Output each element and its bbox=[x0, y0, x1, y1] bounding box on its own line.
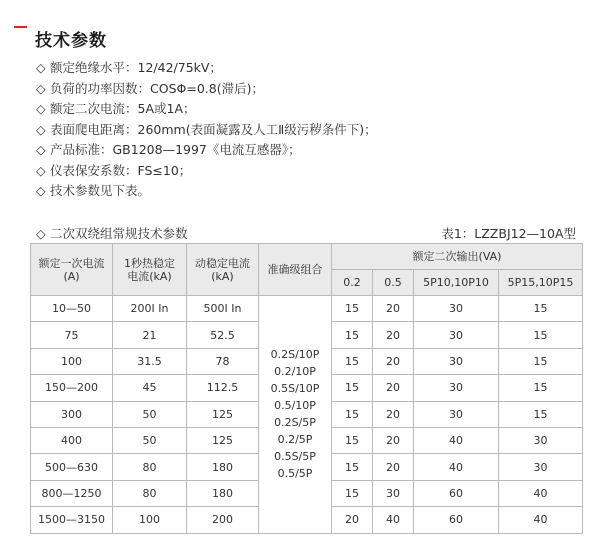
diamond-bullet-icon: ◇ bbox=[36, 121, 46, 137]
table-cell: 50 bbox=[113, 401, 187, 427]
table-cell: 60 bbox=[414, 507, 499, 533]
table-cell: 20 bbox=[373, 454, 414, 480]
diamond-bullet-icon: ◇ bbox=[36, 162, 46, 178]
spec-item: ◇ 额定二次电流：5A或1A； bbox=[36, 99, 377, 120]
table-cell: 200I In bbox=[113, 296, 187, 322]
table-cell: 15 bbox=[332, 375, 373, 401]
table-cell: 15 bbox=[332, 401, 373, 427]
table-cell: 30 bbox=[499, 427, 583, 453]
diamond-bullet-icon: ◇ bbox=[36, 101, 46, 116]
table-cell: 78 bbox=[187, 348, 259, 374]
table-cell: 60 bbox=[414, 480, 499, 506]
table-cell: 40 bbox=[414, 454, 499, 480]
table-cell: 15 bbox=[499, 401, 583, 427]
table-cell: 125 bbox=[187, 401, 259, 427]
table-cell: 75 bbox=[31, 322, 113, 348]
table-cell: 15 bbox=[499, 348, 583, 374]
table-cell: 30 bbox=[414, 296, 499, 322]
table-cell: 300 bbox=[31, 401, 113, 427]
spec-item: ◇ 额定绝缘水平：12/42/75kV； bbox=[36, 58, 377, 79]
table-cell: 30 bbox=[414, 322, 499, 348]
table-cell: 40 bbox=[499, 480, 583, 506]
table-cell: 200 bbox=[187, 507, 259, 533]
table-cell: 400 bbox=[31, 427, 113, 453]
table-cell: 20 bbox=[332, 507, 373, 533]
accuracy-combo: 0.5/10P bbox=[274, 399, 316, 413]
table-cell: 40 bbox=[373, 507, 414, 533]
table-cell: 15 bbox=[332, 348, 373, 374]
header-thermal-current: 1秒热稳定 电流(kA) bbox=[113, 244, 187, 296]
table-cell: 100 bbox=[31, 348, 113, 374]
table-cell: 45 bbox=[113, 375, 187, 401]
table-cell: 15 bbox=[332, 296, 373, 322]
table-cell: 30 bbox=[373, 480, 414, 506]
header-output-col: 5P10,10P10 bbox=[414, 270, 499, 296]
table-cell: 40 bbox=[499, 507, 583, 533]
table-cell: 15 bbox=[499, 296, 583, 322]
spec-item: ◇ 仪表保安系数：FS≤10； bbox=[36, 161, 377, 182]
spec-item: ◇ 负荷的功率因数：COSΦ=0.8(滞后)； bbox=[36, 79, 377, 100]
table-cell: 15 bbox=[332, 480, 373, 506]
table-cell: 20 bbox=[373, 322, 414, 348]
table-title: ◇ 二次双绕组常规技术参数 bbox=[36, 226, 188, 241]
header-output-col: 5P15,10P15 bbox=[499, 270, 583, 296]
accuracy-combos-cell bbox=[259, 296, 332, 534]
table-cell: 100 bbox=[113, 507, 187, 533]
header-output-col: 0.5 bbox=[373, 270, 414, 296]
header-output-col: 0.2 bbox=[332, 270, 373, 296]
table-cell: 40 bbox=[414, 427, 499, 453]
table-cell: 20 bbox=[373, 348, 414, 374]
table-cell: 80 bbox=[113, 454, 187, 480]
table-cell: 52.5 bbox=[187, 322, 259, 348]
accuracy-combo: 0.2S/5P bbox=[274, 416, 316, 430]
table-cell: 15 bbox=[499, 375, 583, 401]
diamond-bullet-icon: ◇ bbox=[36, 226, 46, 241]
accuracy-combo: 0.5/5P bbox=[277, 467, 313, 481]
accuracy-combo: 0.5S/10P bbox=[270, 382, 320, 396]
table-cell: 500—630 bbox=[31, 454, 113, 480]
title-accent-bar bbox=[14, 26, 27, 28]
header-dynamic-current: 动稳定电流 (kA) bbox=[187, 244, 259, 296]
header-accuracy-combo: 准确级组合 bbox=[259, 244, 332, 296]
table-cell: 15 bbox=[332, 427, 373, 453]
accuracy-combo: 0.2S/10P bbox=[270, 348, 320, 362]
diamond-bullet-icon: ◇ bbox=[36, 80, 46, 96]
table-cell: 30 bbox=[414, 375, 499, 401]
accuracy-combo: 0.2/10P bbox=[274, 365, 316, 379]
table-cell: 20 bbox=[373, 427, 414, 453]
table-cell: 20 bbox=[373, 296, 414, 322]
table-cell: 800—1250 bbox=[31, 480, 113, 506]
table-cell: 20 bbox=[373, 401, 414, 427]
table-cell: 150—200 bbox=[31, 375, 113, 401]
table-cell: 21 bbox=[113, 322, 187, 348]
accuracy-combo: 0.5S/5P bbox=[274, 450, 316, 464]
table-cell: 125 bbox=[187, 427, 259, 453]
table-cell: 10—50 bbox=[31, 296, 113, 322]
table-cell: 15 bbox=[499, 322, 583, 348]
table-cell: 1500—3150 bbox=[31, 507, 113, 533]
table-cell: 30 bbox=[499, 454, 583, 480]
table-cell: 112.5 bbox=[187, 375, 259, 401]
table-cell: 500I In bbox=[187, 296, 259, 322]
table-cell: 20 bbox=[373, 375, 414, 401]
table-cell: 180 bbox=[187, 454, 259, 480]
diamond-bullet-icon: ◇ bbox=[36, 60, 46, 75]
spec-list bbox=[36, 58, 377, 202]
accuracy-combo: 0.2/5P bbox=[277, 433, 313, 447]
table-cell: 30 bbox=[414, 401, 499, 427]
table-cell: 15 bbox=[332, 322, 373, 348]
table-model-label: 表1：LZZBJ12—10A型 bbox=[441, 226, 576, 241]
spec-item: ◇ 表面爬电距离：260mm(表面凝露及人工Ⅱ级污秽条件下)； bbox=[36, 120, 377, 141]
spec-item: ◇ 产品标准：GB1208—1997《电流互感器》； bbox=[36, 140, 377, 161]
table-cell: 15 bbox=[332, 454, 373, 480]
page-title: 技术参数 bbox=[35, 31, 107, 51]
table-cell: 30 bbox=[414, 348, 499, 374]
table-row bbox=[31, 296, 583, 322]
table-cell: 80 bbox=[113, 480, 187, 506]
spec-table bbox=[30, 243, 583, 534]
header-rated-primary-current: 额定一次电流 (A) bbox=[31, 244, 113, 296]
diamond-bullet-icon: ◇ bbox=[36, 183, 46, 198]
table-cell: 31.5 bbox=[113, 348, 187, 374]
diamond-bullet-icon: ◇ bbox=[36, 142, 46, 157]
header-rated-output: 额定二次输出(VA) bbox=[332, 244, 583, 270]
table-cell: 50 bbox=[113, 427, 187, 453]
spec-item: ◇ 技术参数见下表。 bbox=[36, 181, 377, 202]
table-cell: 180 bbox=[187, 480, 259, 506]
